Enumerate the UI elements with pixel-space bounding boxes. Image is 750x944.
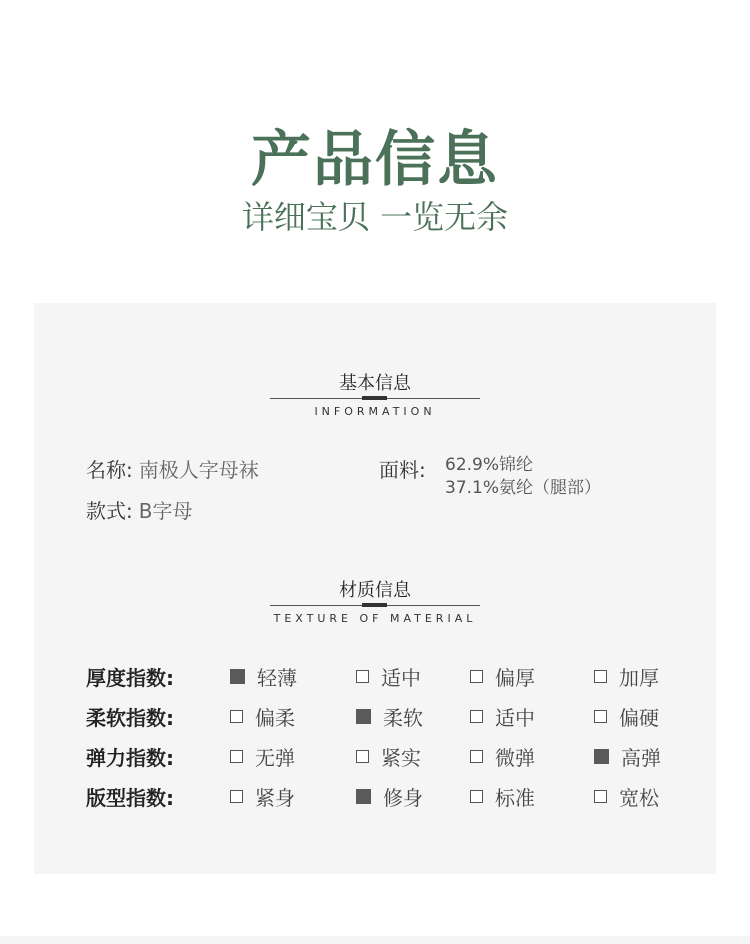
index-option (356, 702, 423, 731)
style-label: 款式: (86, 499, 133, 523)
unchecked-box-icon (470, 670, 483, 683)
unchecked-box-icon (356, 750, 369, 763)
checked-box-icon (230, 669, 245, 684)
fabric-line: 62.9%锦纶 (445, 455, 534, 475)
page-title: 产品信息 (251, 125, 499, 195)
name-field (86, 454, 259, 483)
index-option (230, 702, 295, 731)
index-label: 弹力指数: (86, 746, 174, 770)
index-option (470, 662, 535, 691)
option-label: 宽松 (619, 786, 659, 810)
index-option (594, 782, 659, 811)
index-option (230, 742, 295, 771)
style-value: B字母 (138, 499, 193, 523)
unchecked-box-icon (230, 710, 243, 723)
index-label: 柔软指数: (86, 706, 174, 730)
unchecked-box-icon (594, 790, 607, 803)
option-label: 适中 (495, 706, 535, 730)
fabric-label: 面料: (379, 458, 426, 482)
index-option (594, 742, 661, 771)
index-option (356, 742, 421, 771)
unchecked-box-icon (470, 710, 483, 723)
index-option (470, 742, 535, 771)
unchecked-box-icon (470, 750, 483, 763)
material-info-title: 材质信息 (339, 580, 411, 601)
checked-box-icon (594, 749, 609, 764)
material-info-divider-mark (362, 603, 387, 607)
unchecked-box-icon (594, 710, 607, 723)
index-option (470, 782, 535, 811)
option-label: 无弹 (255, 746, 295, 770)
index-option (594, 662, 659, 691)
index-option (470, 702, 535, 731)
name-label: 名称: (86, 458, 133, 482)
basic-info-divider-mark (362, 396, 387, 400)
checked-box-icon (356, 709, 371, 724)
unchecked-box-icon (230, 790, 243, 803)
option-label: 偏柔 (255, 706, 295, 730)
option-label: 紧实 (381, 746, 421, 770)
option-label: 偏硬 (619, 706, 659, 730)
option-label: 轻薄 (257, 666, 297, 690)
option-label: 修身 (383, 786, 423, 810)
unchecked-box-icon (356, 670, 369, 683)
option-label: 高弹 (621, 746, 661, 770)
index-option (230, 782, 295, 811)
index-label: 厚度指数: (86, 666, 174, 690)
option-label: 偏厚 (495, 666, 535, 690)
option-label: 标准 (495, 786, 535, 810)
basic-info-en: INFORMATION (314, 405, 436, 418)
unchecked-box-icon (470, 790, 483, 803)
fabric-value (445, 454, 601, 500)
unchecked-box-icon (230, 750, 243, 763)
fabric-line: 37.1%氨纶（腿部） (445, 478, 602, 498)
material-info-en: TEXTURE OF MATERIAL (273, 612, 477, 625)
index-label: 版型指数: (86, 786, 174, 810)
info-panel (34, 303, 716, 874)
option-label: 加厚 (619, 666, 659, 690)
unchecked-box-icon (594, 670, 607, 683)
index-option (594, 702, 659, 731)
option-label: 柔软 (383, 706, 423, 730)
option-label: 微弹 (495, 746, 535, 770)
option-label: 紧身 (255, 786, 295, 810)
name-value: 南极人字母袜 (138, 458, 259, 482)
style-field (86, 495, 192, 524)
basic-info-title: 基本信息 (339, 373, 411, 394)
index-option (356, 662, 421, 691)
option-label: 适中 (381, 666, 421, 690)
page-subtitle: 详细宝贝 一览无余 (241, 198, 509, 236)
index-option (230, 662, 297, 691)
bottom-divider (0, 936, 750, 944)
index-option (356, 782, 423, 811)
checked-box-icon (356, 789, 371, 804)
